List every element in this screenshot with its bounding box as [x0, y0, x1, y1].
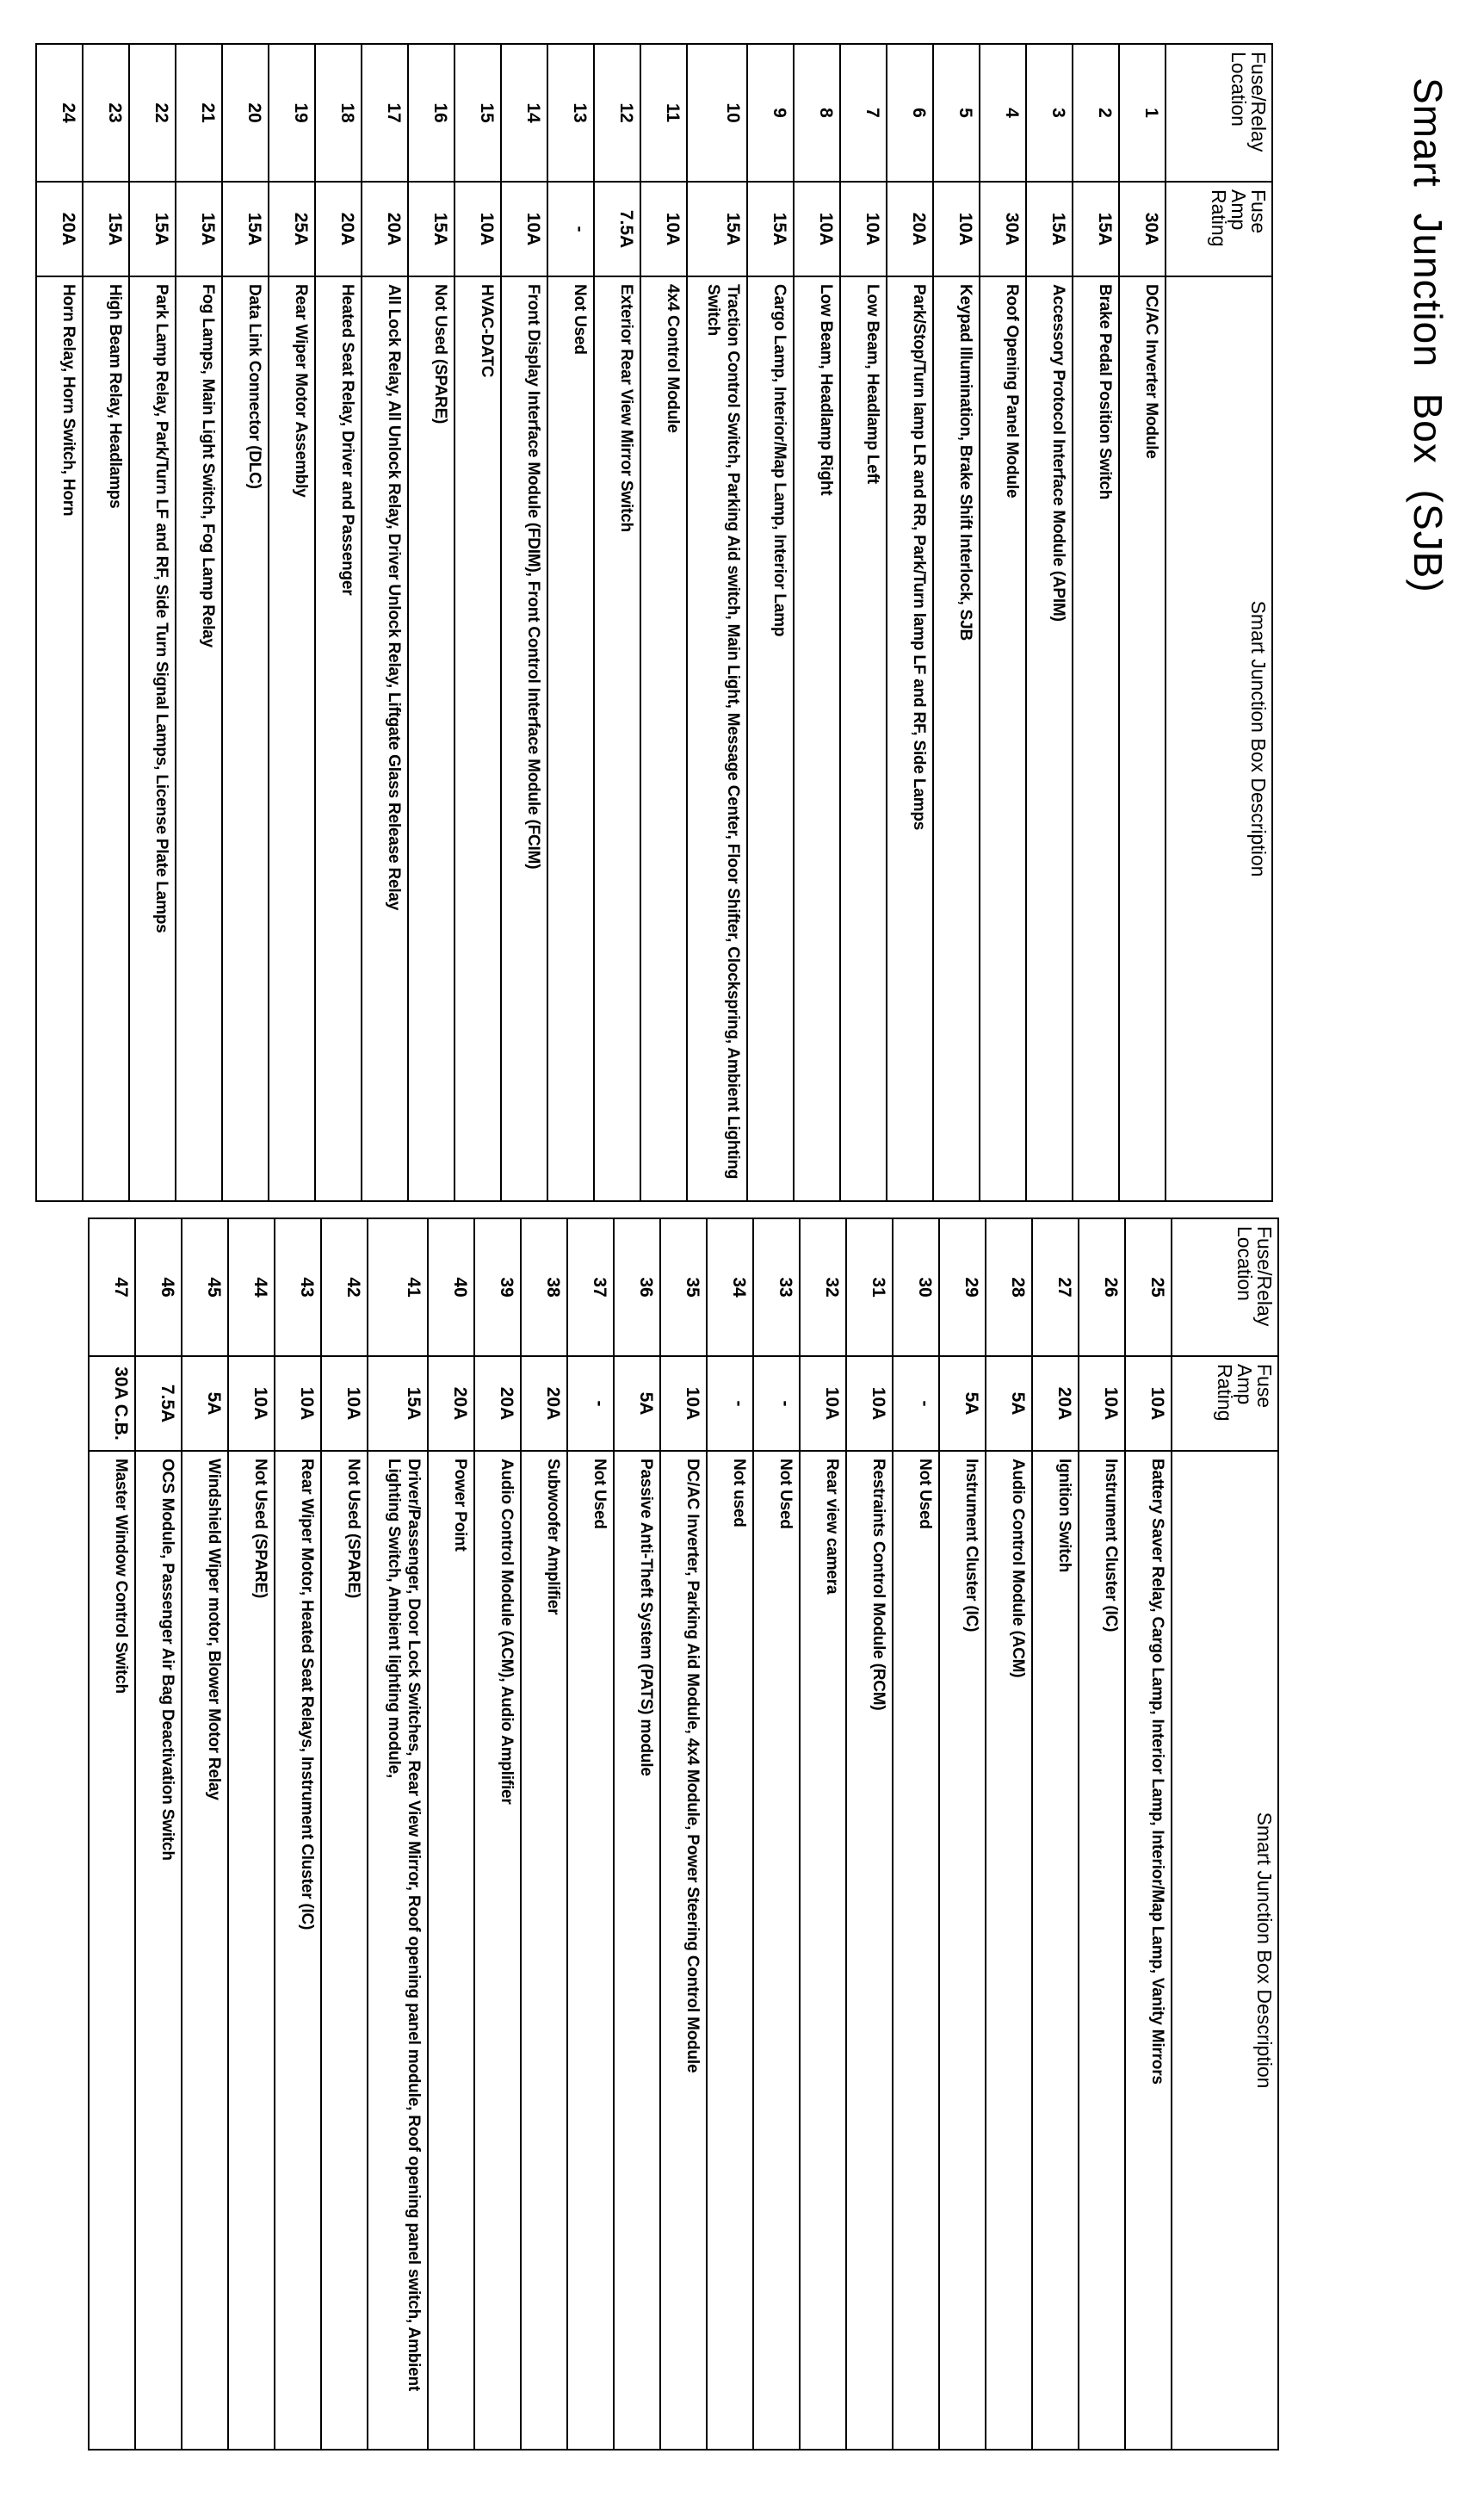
fuse-description-cell: OCS Module, Passenger Air Bag Deactivation Switch: [135, 1451, 182, 2450]
fuse-description-cell: 4x4 Control Module: [640, 276, 687, 1201]
fuse-amp-cell: 15A: [687, 182, 747, 276]
fuse-location-cell: 9: [747, 44, 794, 182]
table-row: [1119, 44, 1166, 1201]
fuse-amp-cell: 20A: [887, 182, 933, 276]
table-row: [939, 1218, 986, 2450]
table-row: [893, 1218, 939, 2450]
fuse-amp-cell: 7.5A: [135, 1356, 182, 1451]
fuse-description-cell: Rear Wiper Motor, Heated Seat Relays, Instrument Cluster (IC): [275, 1451, 321, 2450]
fuse-amp-cell: -: [567, 1356, 614, 1451]
table-row: [986, 1218, 1032, 2450]
fuse-description-cell: Windshield Wiper motor, Blower Motor Relay: [182, 1451, 228, 2450]
fuse-description-cell: Passive Anti-Theft System (PATS) module: [614, 1451, 660, 2450]
fuse-description-cell: HVAC-DATC: [454, 276, 501, 1201]
table-row: [753, 1218, 800, 2450]
table-row: [933, 44, 980, 1201]
fuse-location-cell: 44: [228, 1218, 275, 1356]
fuse-amp-cell: 20A: [1032, 1356, 1079, 1451]
fuse-description-cell: Heated Seat Relay, Driver and Passenger: [315, 276, 362, 1201]
table-row: [747, 44, 794, 1201]
fuse-location-cell: 39: [474, 1218, 521, 1356]
fuse-description-cell: Audio Control Module (ACM), Audio Amplifier: [474, 1451, 521, 2450]
fuse-location-cell: 46: [135, 1218, 182, 1356]
table-row: [567, 1218, 614, 2450]
fuse-location-cell: 40: [428, 1218, 474, 1356]
fuse-description-cell: All Lock Relay, All Unlock Relay, Driver Unlock Relay, Liftgate Glass Release Relay: [362, 276, 408, 1201]
fuse-description-cell: Front Display Interface Module (FDIM), Front Control Interface Module (FCIM): [501, 276, 547, 1201]
fuse-amp-cell: 10A: [800, 1356, 846, 1451]
fuse-amp-cell: 10A: [1079, 1356, 1125, 1451]
table-row: [182, 1218, 228, 2450]
table-row: [660, 1218, 707, 2450]
fuse-amp-cell: 5A: [614, 1356, 660, 1451]
fuse-location-cell: 17: [362, 44, 408, 182]
fuse-location-cell: 34: [707, 1218, 753, 1356]
fuse-amp-cell: 20A: [474, 1356, 521, 1451]
fuse-amp-cell: 10A: [640, 182, 687, 276]
table-row: [594, 44, 640, 1201]
fuse-amp-cell: 20A: [428, 1356, 474, 1451]
table-row: [1026, 44, 1073, 1201]
table-row: [222, 44, 269, 1201]
table-row: [687, 44, 747, 1201]
table-row: [474, 1218, 521, 2450]
table-row: [800, 1218, 846, 2450]
table-row: [129, 44, 176, 1201]
fuse-amp-cell: 20A: [362, 182, 408, 276]
fuse-description-cell: Not Used (SPARE): [228, 1451, 275, 2450]
table-row: [640, 44, 687, 1201]
fuse-description-cell: Audio Control Module (ACM): [986, 1451, 1032, 2450]
table-body-2: [89, 1218, 1172, 2450]
title-word: Box: [1406, 393, 1450, 464]
table-row: [707, 1218, 753, 2450]
fuse-description-cell: Keypad Illumination, Brake Shift Interlock, SJB: [933, 276, 980, 1201]
fuse-amp-cell: 15A: [129, 182, 176, 276]
fuse-location-cell: 10: [687, 44, 747, 182]
fuse-location-cell: 3: [1026, 44, 1073, 182]
fuse-amp-cell: 15A: [368, 1356, 428, 1451]
fuse-amp-cell: 10A: [321, 1356, 368, 1451]
fuse-description-cell: Battery Saver Relay, Cargo Lamp, Interior Lamp, Interior/Map Lamp, Vanity Mirrors: [1125, 1451, 1172, 2450]
fuse-location-cell: 20: [222, 44, 269, 182]
header-description: Smart Junction Box Description: [1166, 276, 1272, 1201]
fuse-location-cell: 2: [1073, 44, 1119, 182]
title-word: Smart: [1406, 77, 1450, 188]
fuse-amp-cell: 10A: [846, 1356, 893, 1451]
fuse-description-cell: High Beam Relay, Headlamps: [83, 276, 129, 1201]
table-row: [269, 44, 315, 1201]
fuse-location-cell: 38: [521, 1218, 567, 1356]
fuse-description-cell: Power Point: [428, 1451, 474, 2450]
fuse-amp-cell: 20A: [521, 1356, 567, 1451]
header-description: Smart Junction Box Description: [1172, 1451, 1278, 2450]
fuse-location-cell: 19: [269, 44, 315, 182]
fuse-location-cell: 31: [846, 1218, 893, 1356]
fuse-description-cell: Instrument Cluster (IC): [939, 1451, 986, 2450]
fuse-description-cell: Low Beam, Headlamp Right: [794, 276, 840, 1201]
fuse-amp-cell: 15A: [222, 182, 269, 276]
table-row: [614, 1218, 660, 2450]
fuse-amp-cell: 10A: [275, 1356, 321, 1451]
fuse-amp-cell: 10A: [454, 182, 501, 276]
table-row: [1073, 44, 1119, 1201]
fuse-location-cell: 11: [640, 44, 687, 182]
fuse-table-2: [88, 1218, 1279, 2451]
fuse-location-cell: 47: [89, 1218, 135, 1356]
table-row: [794, 44, 840, 1201]
fuse-amp-cell: 20A: [36, 182, 83, 276]
table-row: [321, 1218, 368, 2450]
table-row: [428, 1218, 474, 2450]
fuse-description-cell: Accessory Protocol Interface Module (APIM): [1026, 276, 1073, 1201]
fuse-description-cell: Exterior Rear View Mirror Switch: [594, 276, 640, 1201]
fuse-description-cell: Horn Relay, Horn Switch, Horn: [36, 276, 83, 1201]
fuse-description-cell: Restraints Control Module (RCM): [846, 1451, 893, 2450]
fuse-location-cell: 26: [1079, 1218, 1125, 1356]
fuse-amp-cell: 5A: [939, 1356, 986, 1451]
fuse-amp-cell: 30A: [1119, 182, 1166, 276]
fuse-description-cell: Not Used: [893, 1451, 939, 2450]
fuse-location-cell: 30: [893, 1218, 939, 1356]
table-body-1: [36, 44, 1166, 1201]
fuse-location-cell: 29: [939, 1218, 986, 1356]
fuse-location-cell: 22: [129, 44, 176, 182]
fuse-description-cell: Fog Lamps, Main Light Switch, Fog Lamp Relay: [176, 276, 222, 1201]
fuse-amp-cell: 15A: [1026, 182, 1073, 276]
fuse-amp-cell: 10A: [840, 182, 887, 276]
fuse-description-cell: Not Used: [567, 1451, 614, 2450]
header-amp-rating: Fuse Amp Rating: [1172, 1356, 1278, 1451]
fuse-description-cell: Traction Control Switch, Parking Aid switch, Main Light, Message Center, Floor Shifter, Clockspring, Ambient Lighting Switch: [687, 276, 747, 1201]
fuse-amp-cell: -: [707, 1356, 753, 1451]
header-location: Fuse/Relay Location: [1166, 44, 1272, 182]
table-row: [1032, 1218, 1079, 2450]
table-row: [408, 44, 454, 1201]
table-row: [89, 1218, 135, 2450]
table-row: [362, 44, 408, 1201]
fuse-amp-cell: 15A: [747, 182, 794, 276]
fuse-location-cell: 1: [1119, 44, 1166, 182]
table-row: [521, 1218, 567, 2450]
fuse-description-cell: Not Used: [753, 1451, 800, 2450]
fuse-amp-cell: 5A: [986, 1356, 1032, 1451]
header-amp-rating: Fuse Amp Rating: [1166, 182, 1272, 276]
fuse-amp-cell: 7.5A: [594, 182, 640, 276]
document-title: [1405, 77, 1451, 607]
fuse-location-cell: 37: [567, 1218, 614, 1356]
fuse-amp-cell: -: [893, 1356, 939, 1451]
fuse-amp-cell: 30A: [980, 182, 1026, 276]
fuse-location-cell: 15: [454, 44, 501, 182]
table-header-row: [1172, 1218, 1278, 2450]
table-row: [1079, 1218, 1125, 2450]
fuse-description-cell: Ignition Switch: [1032, 1451, 1079, 2450]
fuse-location-cell: 4: [980, 44, 1026, 182]
fuse-location-cell: 27: [1032, 1218, 1079, 1356]
fuse-location-cell: 23: [83, 44, 129, 182]
table-row: [840, 44, 887, 1201]
fuse-amp-cell: 15A: [176, 182, 222, 276]
fuse-description-cell: Park Lamp Relay, Park/Turn LF and RF, Side Turn Signal Lamps, License Plate Lamps: [129, 276, 176, 1201]
fuse-amp-cell: 20A: [315, 182, 362, 276]
fuse-location-cell: 6: [887, 44, 933, 182]
table-row: [980, 44, 1026, 1201]
fuse-description-cell: Roof Opening Panel Module: [980, 276, 1026, 1201]
fuse-amp-cell: 10A: [501, 182, 547, 276]
table-row: [846, 1218, 893, 2450]
table-row: [501, 44, 547, 1201]
table-row: [83, 44, 129, 1201]
fuse-location-cell: 25: [1125, 1218, 1172, 1356]
fuse-description-cell: Rear Wiper Motor Assembly: [269, 276, 315, 1201]
fuse-location-cell: 41: [368, 1218, 428, 1356]
table-row: [547, 44, 594, 1201]
fuse-location-cell: 8: [794, 44, 840, 182]
fuse-amp-cell: 10A: [660, 1356, 707, 1451]
fuse-amp-cell: 10A: [228, 1356, 275, 1451]
fuse-description-cell: Subwoofer Amplifier: [521, 1451, 567, 2450]
table-row: [454, 44, 501, 1201]
fuse-location-cell: 16: [408, 44, 454, 182]
table-row: [176, 44, 222, 1201]
fuse-description-cell: Not Used (SPARE): [408, 276, 454, 1201]
fuse-location-cell: 35: [660, 1218, 707, 1356]
fuse-amp-cell: -: [547, 182, 594, 276]
fuse-description-cell: Not Used (SPARE): [321, 1451, 368, 2450]
fuse-amp-cell: 15A: [408, 182, 454, 276]
fuse-description-cell: Low Beam, Headlamp Left: [840, 276, 887, 1201]
fuse-description-cell: Instrument Cluster (IC): [1079, 1451, 1125, 2450]
table-row: [228, 1218, 275, 2450]
fuse-amp-cell: 10A: [1125, 1356, 1172, 1451]
title-word: (SJB): [1406, 489, 1450, 593]
fuse-description-cell: Master Window Control Switch: [89, 1451, 135, 2450]
fuse-description-cell: Brake Pedal Position Switch: [1073, 276, 1119, 1201]
fuse-description-cell: DC/AC Inverter Module: [1119, 276, 1166, 1201]
fuse-location-cell: 36: [614, 1218, 660, 1356]
table-row: [135, 1218, 182, 2450]
fuse-table-1: [35, 43, 1273, 1202]
fuse-location-cell: 24: [36, 44, 83, 182]
fuse-location-cell: 32: [800, 1218, 846, 1356]
table-row: [36, 44, 83, 1201]
fuse-amp-cell: 30A C.B.: [89, 1356, 135, 1451]
fuse-location-cell: 7: [840, 44, 887, 182]
fuse-amp-cell: 10A: [933, 182, 980, 276]
fuse-amp-cell: 15A: [1073, 182, 1119, 276]
table-header-row: [1166, 44, 1272, 1201]
fuse-location-cell: 18: [315, 44, 362, 182]
fuse-amp-cell: 25A: [269, 182, 315, 276]
fuse-description-cell: Park/Stop/Turn lamp LR and RR, Park/Turn lamp LF and RF, Side Lamps: [887, 276, 933, 1201]
header-location: Fuse/Relay Location: [1172, 1218, 1278, 1356]
fuse-location-cell: 43: [275, 1218, 321, 1356]
fuse-location-cell: 12: [594, 44, 640, 182]
fuse-description-cell: Not used: [707, 1451, 753, 2450]
fuse-amp-cell: 10A: [794, 182, 840, 276]
fuse-location-cell: 13: [547, 44, 594, 182]
fuse-location-cell: 45: [182, 1218, 228, 1356]
title-word: Junction: [1406, 213, 1450, 368]
fuse-description-cell: Cargo Lamp, Interior/Map Lamp, Interior Lamp: [747, 276, 794, 1201]
fuse-location-cell: 33: [753, 1218, 800, 1356]
table-row: [275, 1218, 321, 2450]
fuse-amp-cell: -: [753, 1356, 800, 1451]
fuse-description-cell: Data Link Connector (DLC): [222, 276, 269, 1201]
fuse-location-cell: 14: [501, 44, 547, 182]
fuse-description-cell: DC/AC Inverter, Parking Aid Module, 4x4 Module, Power Steering Control Module: [660, 1451, 707, 2450]
fuse-description-cell: Driver/Passenger, Door Lock Switches, Rear View Mirror, Roof opening panel module, Roof opening panel switch, Ambient Lighting Switch, Ambient lighting module,: [368, 1451, 428, 2450]
fuse-location-cell: 28: [986, 1218, 1032, 1356]
fuse-amp-cell: 15A: [83, 182, 129, 276]
table-row: [368, 1218, 428, 2450]
fuse-description-cell: Rear view camera: [800, 1451, 846, 2450]
table-row: [315, 44, 362, 1201]
fuse-amp-cell: 5A: [182, 1356, 228, 1451]
table-row: [1125, 1218, 1172, 2450]
fuse-location-cell: 21: [176, 44, 222, 182]
fuse-location-cell: 42: [321, 1218, 368, 1356]
fuse-description-cell: Not Used: [547, 276, 594, 1201]
fuse-location-cell: 5: [933, 44, 980, 182]
table-row: [887, 44, 933, 1201]
